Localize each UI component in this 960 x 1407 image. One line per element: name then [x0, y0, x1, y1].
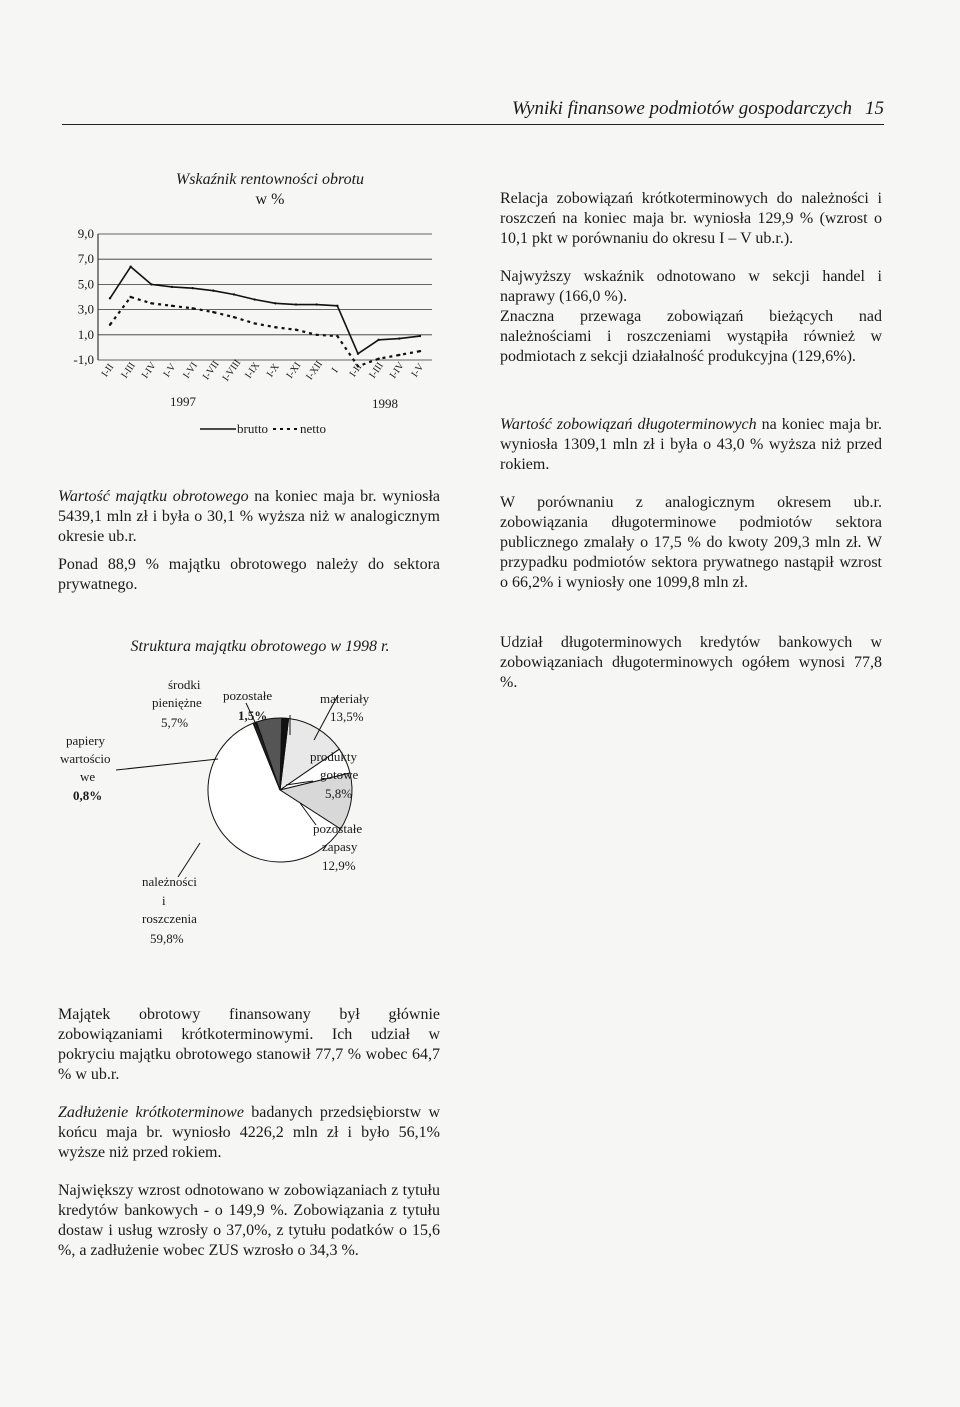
legend-netto-label: netto [300, 421, 326, 436]
point-brutto [315, 303, 317, 305]
point-brutto [336, 305, 338, 307]
point-brutto [150, 283, 152, 285]
year-label-1998: 1998 [372, 396, 398, 411]
label-papiery-1: papiery [66, 733, 105, 748]
point-netto [233, 316, 235, 318]
label-papiery-val: 0,8% [73, 788, 103, 803]
leader-papiery [116, 759, 218, 770]
point-brutto [357, 353, 359, 355]
point-netto [191, 307, 193, 309]
point-brutto [295, 303, 297, 305]
label-zapasy-1: pozostałe [313, 821, 363, 836]
paragraph-lead: Zadłużenie krótkoterminowe [58, 1104, 244, 1121]
paragraph-udzial: Udział długoterminowych kredytów bankowych w zobowiązaniach długoterminowych ogółem wynosi 77,8 %. [500, 634, 882, 691]
point-brutto [233, 293, 235, 295]
label-naleznosci-2: i [162, 893, 166, 908]
paragraph-najwyzszy: Najwyższy wskaźnik odnotowano w sekcji handel i naprawy (166,0 %). [500, 268, 882, 305]
label-naleznosci-val: 59,8% [150, 931, 184, 946]
point-netto [171, 305, 173, 307]
point-netto [274, 326, 276, 328]
left-column-bottom [58, 1005, 440, 1261]
y-tick-label: 3,0 [77, 301, 94, 317]
paragraph-rest: badanych przedsiębiorstw w końcu maja br. wyniosło 4226,2 mln zł i było 56,1% wyższe niż przed rokiem. [58, 1104, 440, 1161]
x-tick-label: I-III [119, 360, 138, 381]
line-chart [60, 220, 440, 445]
pie-chart-title: Struktura majątku obrotowego w 1998 r. [130, 638, 390, 655]
point-netto [377, 358, 379, 360]
x-tick-label: I-VIII [220, 357, 244, 384]
point-brutto [377, 339, 379, 341]
paragraph-wartosc-majatku [58, 487, 440, 547]
paragraph-rest: na koniec maja br. wyniosła 1309,1 mln zł i była o 43,0 % wyższa niż przed rokiem. [500, 416, 882, 473]
paragraph-sektor-prywatny: Ponad 88,9 % majątku obrotowego należy do sektora prywatnego. [58, 556, 440, 593]
series-line-brutto [110, 267, 420, 354]
paragraph-wzrost: Największy wzrost odnotowano w zobowiązaniach z tytułu kredytów bankowych - o 149,9 %. Zobowiązania z tytułu dostaw i usług wzrosły o 37,0%, z tytułu podatków o 15,6 %, a zadłużenie wobec ZUS wzrosło o 34,3 %. [58, 1182, 440, 1259]
label-papiery-2: wartościo [60, 751, 111, 766]
point-brutto [191, 287, 193, 289]
pie-chart [58, 665, 440, 955]
x-tick-label: I-II [99, 361, 117, 380]
line-chart-title-line1: Wskaźnik rentowności obrotu [175, 171, 365, 188]
label-produkty-val: 5,8% [325, 786, 353, 801]
label-zapasy-val: 12,9% [322, 858, 356, 873]
running-title: Wyniki finansowe podmiotów gospodarczych [511, 98, 852, 119]
paragraph-dlugoterminowe [500, 415, 882, 475]
paragraph-lead: Wartość majątku obrotowego [58, 488, 249, 505]
label-zapasy-2: zapasy [322, 839, 358, 854]
x-tick-label: I [329, 366, 341, 376]
y-tick-label: 7,0 [77, 251, 94, 267]
page-header [62, 98, 884, 125]
point-netto [212, 311, 214, 313]
point-netto [398, 354, 400, 356]
x-tick-label: I-X [264, 361, 282, 380]
right-column [500, 189, 882, 693]
point-netto [109, 324, 111, 326]
point-brutto [109, 297, 111, 299]
point-brutto [253, 298, 255, 300]
paragraph-zadluzenie [58, 1103, 440, 1163]
y-tick-label: -1,0 [73, 352, 94, 367]
line-chart-x-ticks [100, 358, 427, 384]
label-srodki-val: 5,7% [161, 715, 189, 730]
x-tick-label: I-VI [181, 360, 201, 381]
label-materialy-1: materiały [320, 691, 370, 706]
x-tick-label: I-XI [284, 360, 304, 381]
paragraph-porownanie: W porównaniu z analogicznym okresem ub.r. zobowiązania długoterminowe podmiotów sektora publicznego zmalały o 17,5 % do kwoty 209,3 mln zł. W przypadku podmiotów sektora prywatnego nastąpił wzrost o 66,2% i wyniosły one 1099,8 mln zł. [500, 494, 882, 591]
x-tick-label: I-VII [200, 358, 222, 383]
line-chart-grid [98, 234, 432, 360]
label-produkty-2: gotowe [320, 767, 359, 782]
label-papiery-3: we [80, 769, 96, 784]
paragraph-rest: na koniec maja br. wyniosła 5439,1 mln zł i była o 30,1 % wyższa niż w analogicznym okresie ub.r. [58, 488, 440, 545]
point-brutto [171, 286, 173, 288]
paragraph-przewaga: Znaczna przewaga zobowiązań bieżących nad należnościami i roszczeniami wystąpiła również w podmiotach z sekcji działalność produkcyjna (129,6%). [500, 308, 882, 365]
x-tick-label: I-V [409, 361, 427, 380]
point-netto [336, 335, 338, 337]
x-tick-label: I-V [161, 361, 179, 380]
y-tick-label: 5,0 [77, 276, 94, 292]
x-tick-label: I-XII [304, 358, 326, 383]
y-tick-label: 9,0 [77, 226, 94, 241]
line-chart-title [150, 170, 390, 210]
line-chart-title-line2: w % [255, 191, 285, 208]
label-naleznosci-1: należności [142, 874, 197, 889]
leader-naleznosci [178, 843, 200, 877]
paragraph-relacja: Relacja zobowiązań krótkoterminowych do należności i roszczeń na koniec maja br. wyniosła 129,9 % (wzrost o 10,1 pkt w porównaniu do okresu I – V ub.r.). [500, 190, 882, 247]
label-srodki-2: pieniężne [152, 695, 202, 710]
point-brutto [398, 337, 400, 339]
line-chart-y-ticks [73, 226, 94, 367]
year-label-1997: 1997 [170, 394, 196, 409]
series-line-netto [110, 297, 420, 366]
point-brutto [274, 302, 276, 304]
y-tick-label: 1,0 [77, 326, 94, 342]
label-materialy-val: 13,5% [330, 709, 364, 724]
label-pozostale-1: pozostałe [223, 688, 273, 703]
label-pozostale-val: 1,5% [238, 708, 268, 723]
page-number: 15 [865, 98, 884, 119]
point-brutto [129, 266, 131, 268]
paragraph-lead: Wartość zobowiązań długoterminowych [500, 416, 757, 433]
line-chart-series [109, 266, 421, 368]
x-tick-label: I-II [347, 361, 365, 380]
point-netto [295, 329, 297, 331]
label-naleznosci-3: roszczenia [142, 911, 197, 926]
x-tick-label: I-III [367, 360, 386, 381]
point-netto [419, 350, 421, 352]
point-brutto [419, 335, 421, 337]
point-brutto [212, 290, 214, 292]
point-netto [253, 322, 255, 324]
label-produkty-1: produkty [310, 749, 357, 764]
x-tick-label: I-IV [387, 360, 407, 381]
label-srodki-1: środki [168, 677, 201, 692]
paragraph-finansowanie: Majątek obrotowy finansowany był głównie zobowiązaniami krótkoterminowymi. Ich udział w pokryciu majątku obrotowego stanowił 77,7 % wobec 64,7 % w ub.r. [58, 1006, 440, 1083]
point-netto [129, 296, 131, 298]
point-netto [150, 302, 152, 304]
x-tick-label: I-IV [139, 360, 159, 381]
point-netto [315, 334, 317, 336]
left-column-top [58, 487, 440, 595]
legend-brutto-label: brutto [237, 421, 269, 436]
x-tick-label: I-IX [243, 360, 263, 381]
